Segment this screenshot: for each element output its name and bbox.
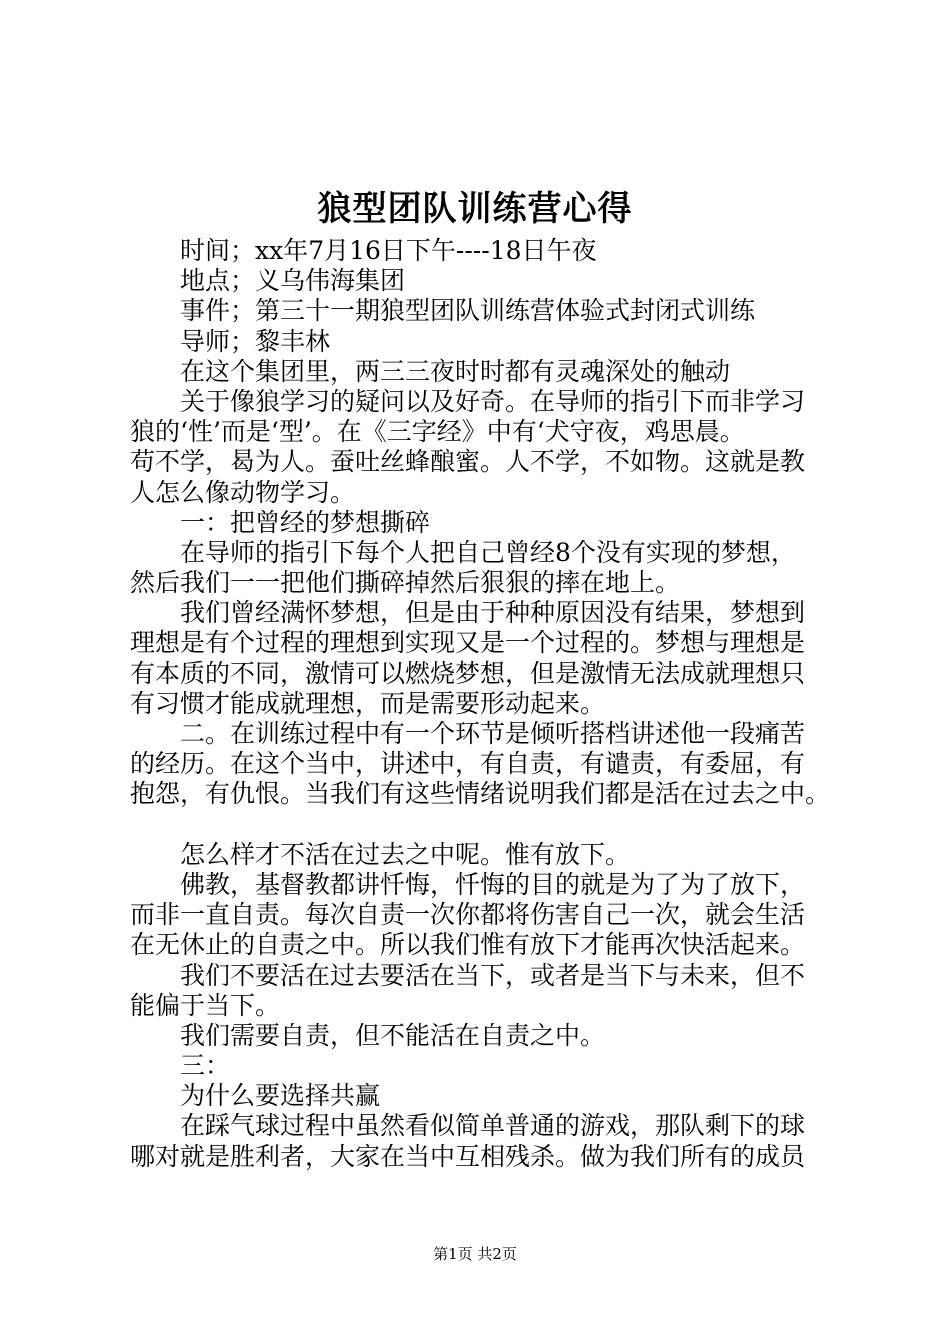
text-line: 有本质的不同，激情可以燃烧梦想，但是激情无法成就理想只 [130,658,806,688]
document-title: 狼型团队训练营心得 [317,189,633,229]
text-line: 在这个集团里，两三三夜时时都有灵魂深处的触动 [180,356,731,386]
text-line: 抱怨，有仇恨。当我们有这些情绪说明我们都是活在过去之中。 [130,779,831,809]
text-line: 在导师的指引下每个人把自己曾经8个没有实现的梦想， [180,537,796,567]
text-line: 能偏于当下。 [130,990,281,1020]
text-line: 时间；xx年7月16日下午----18日午夜 [180,236,597,265]
text-line: 关于像狼学习的疑问以及好奇。在导师的指引下而非学习 [180,386,806,416]
text-line: 二。在训练过程中有一个环节是倾听搭档讲述他一段痛苦 [180,719,806,748]
text-line: 我们曾经满怀梦想，但是由于种种原因没有结果，梦想到 [180,598,806,628]
text-line: 在无休止的自责之中。所以我们惟有放下才能再次快活起来。 [130,930,806,960]
text-line: 的经历。在这个当中，讲述中，有自责，有谴责，有委屈，有 [130,749,806,779]
text-line: 怎么样才不活在过去之中呢。惟有放下。 [180,839,631,869]
text-line: 理想是有个过程的理想到实现又是一个过程的。梦想与理想是 [130,628,806,658]
text-line: 在踩气球过程中虽然看似简单普通的游戏，那队剩下的球 [180,1111,806,1141]
blank-line [130,810,850,840]
text-line: 事件；第三十一期狼型团队训练营体验式封闭式训练 [180,296,756,326]
text-line: 三： [180,1051,231,1081]
page-footer: 第1页 共2页 [433,1245,517,1263]
text-line: 一：把曾经的梦想撕碎 [180,507,431,537]
text-line: 地点；义乌伟海集团 [180,266,406,296]
text-line: 导师；黎丰林 [180,326,331,356]
text-line: 佛教，基督教都讲忏悔，忏悔的目的就是为了为了放下， [180,869,806,899]
text-line: 哪对就是胜利者，大家在当中互相残杀。做为我们所有的成员 [130,1141,806,1171]
document-body [130,236,850,1172]
text-line: 狼的‘性’而是‘型’。在《三字经》中有‘犬守夜，鸡思晨。 [130,417,745,447]
text-line: 人怎么像动物学习。 [130,477,356,507]
text-line: 我们需要自责，但不能活在自责之中。 [180,1020,606,1050]
text-line: 苟不学，曷为人。蚕吐丝蜂酿蜜。人不学，不如物。这就是教 [130,447,806,477]
text-line: 而非一直自责。每次自责一次你都将伤害自己一次，就会生活 [130,900,806,930]
text-line: 有习惯才能成就理想，而是需要形动起来。 [130,688,606,718]
text-line: 为什么要选择共赢 [180,1081,381,1111]
text-line: 然后我们一一把他们撕碎掉然后狠狠的摔在地上。 [130,568,681,598]
text-line: 我们不要活在过去要活在当下，或者是当下与未来，但不 [180,960,806,990]
